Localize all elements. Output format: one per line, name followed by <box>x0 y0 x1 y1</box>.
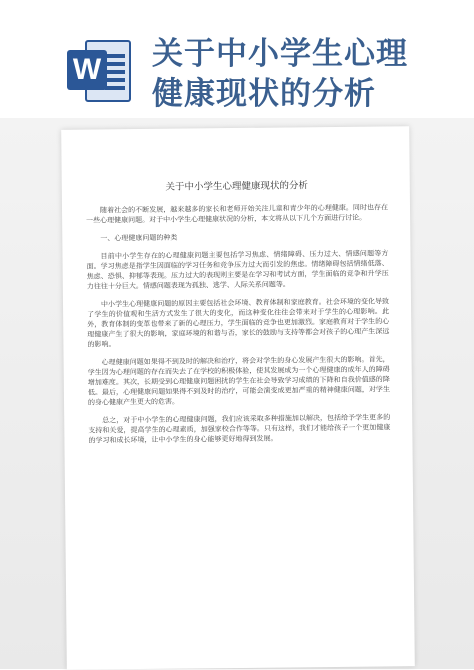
paragraph: 目前中小学生存在的心理健康问题主要包括学习焦虑、情绪障碍、压力过大、情感问题等方面。学习焦虑是指学生因面临的学习任务和竞争压力过大而引发的焦虑。情绪障碍包括情绪低落、焦虑、恐惧、抑郁等表现。压力过大的表现则主要是在学习和考试方面，学生面临的竞争和升学压力往往十分巨大。情感问题表现为孤独、逃学、人际关系问题等。 <box>86 249 389 291</box>
page-title-line-1: 关于中小学生心理 <box>152 36 408 72</box>
page-title-line-2: 健康现状的分析 <box>152 76 376 112</box>
section-heading: 一、心理健康问题的种类 <box>100 233 178 243</box>
paragraph-conclusion: 总之，对于中小学生的心理健康问题，我们应该采取多种措施加以解决，包括给予学生更多的支持和关爱，提高学生的心理素质，加强家校合作等等。只有这样，我们才能给孩子一个更加健康的学习和成长环境，让中小学生的身心能够更好地得到发展。 <box>88 413 391 445</box>
paragraph: 中小学生心理健康问题的原因主要包括社会环境、教育体制和家庭教育。社会环境的变化导致了学生的价值观和生活方式发生了很大的变化，而这种变化往往会带来对于学生的心理影响。此外，教育体制的变革也带来了新的心理压力，学生面临的竞争也更加激烈。家庭教育对于学生的心理健康产生了很大的影响，家庭环境的和谐与否，家长的鼓励与支持等都会对孩子的心理产生深远的影响。 <box>87 297 390 349</box>
document-page <box>61 126 415 670</box>
word-document-icon: W <box>67 38 133 104</box>
document-title: 关于中小学生心理健康现状的分析 <box>165 180 309 193</box>
paragraph-intro: 随着社会的不断发展，越来越多的家长和老师开始关注儿童和青少年的心理健康。同时也存在一些心理健康问题。对于中小学生心理健康状况的分析，本文将从以下几个方面进行讨论。 <box>86 203 389 225</box>
header <box>0 0 474 120</box>
paragraph: 心理健康问题如果得不到及时的解决和治疗，将会对学生的身心发展产生很大的影响。首先，学生因为心理问题的存在而失去了在学校的积极体验，使其发展成为一个心理健康的成年人的障碍增加难度。其次，长期受到心理健康问题困扰的学生在社会导致学习成绩的下降和自我价值感的降低。最后，心理健康问题如果得不到及时的治疗，可能会演变成更加严重的精神健康问题，对学生的身心健康产生更大的危害。 <box>87 355 390 407</box>
